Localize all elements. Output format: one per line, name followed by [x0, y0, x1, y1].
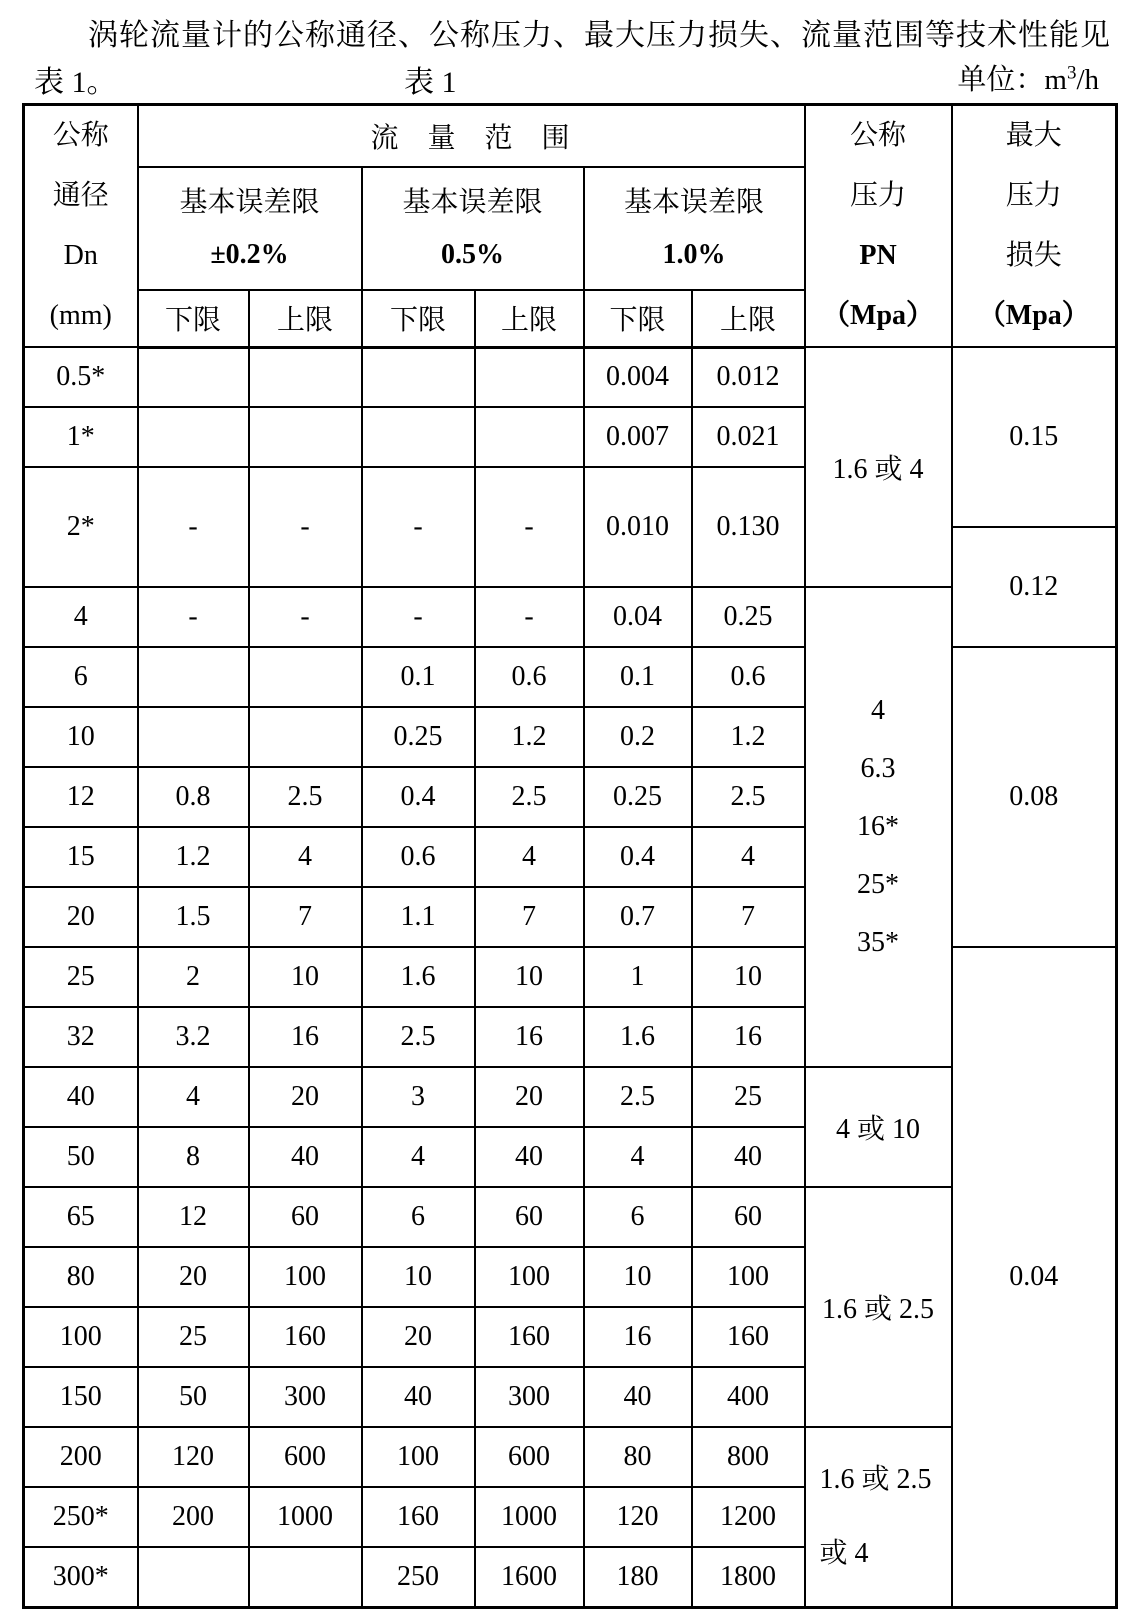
- value-cell: 7: [692, 887, 805, 947]
- pn-line: 25*: [857, 869, 900, 900]
- value-cell: 160: [475, 1307, 584, 1367]
- value-cell: 1200: [692, 1487, 805, 1547]
- value-cell: [138, 1547, 249, 1607]
- value-cell: 100: [475, 1247, 584, 1307]
- table-header-row: [24, 105, 1117, 168]
- value-cell: 40: [249, 1127, 362, 1187]
- value-cell: 0.021: [692, 407, 805, 467]
- value-cell: 800: [692, 1427, 805, 1487]
- value-cell: 4: [475, 827, 584, 887]
- value-cell: 7: [249, 887, 362, 947]
- value-cell: 120: [584, 1487, 692, 1547]
- table-caption: 表 1: [404, 66, 457, 99]
- value-cell: 1000: [475, 1487, 584, 1547]
- value-cell: 16: [249, 1007, 362, 1067]
- dn-cell: 20: [24, 887, 138, 947]
- dn-cell: 12: [24, 767, 138, 827]
- dn-cell: 150: [24, 1367, 138, 1427]
- value-cell: 0.6: [362, 827, 475, 887]
- unit-base: m: [1044, 64, 1067, 96]
- dn-cell: 200: [24, 1427, 138, 1487]
- dn-cell: 32: [24, 1007, 138, 1067]
- pn-cell: 1.6 或 4: [805, 347, 952, 587]
- value-cell: 2.5: [584, 1067, 692, 1127]
- dn-cell: 0.5*: [24, 347, 138, 407]
- value-cell: [138, 647, 249, 707]
- error-limit-group-header: [584, 167, 805, 290]
- value-cell: 4: [362, 1127, 475, 1187]
- value-cell: 1.1: [362, 887, 475, 947]
- value-cell: 400: [692, 1367, 805, 1427]
- value-cell: 0.8: [138, 767, 249, 827]
- unit-label: [957, 57, 1099, 98]
- value-cell: -: [249, 587, 362, 647]
- value-cell: 0.25: [692, 587, 805, 647]
- dn-cell: 40: [24, 1067, 138, 1127]
- value-cell: 40: [584, 1367, 692, 1427]
- value-cell: [249, 707, 362, 767]
- value-cell: 160: [692, 1307, 805, 1367]
- value-cell: 4: [138, 1067, 249, 1127]
- value-cell: 16: [475, 1007, 584, 1067]
- value-cell: -: [362, 467, 475, 587]
- value-cell: 1.2: [692, 707, 805, 767]
- value-cell: 0.1: [584, 647, 692, 707]
- value-cell: 600: [249, 1427, 362, 1487]
- value-cell: [138, 347, 249, 407]
- error-limit-group-header: [362, 167, 584, 290]
- value-cell: 4: [249, 827, 362, 887]
- value-cell: [138, 407, 249, 467]
- dn-cell: 6: [24, 647, 138, 707]
- error-limit-title: 基本误差限: [402, 186, 543, 218]
- value-cell: 10: [249, 947, 362, 1007]
- value-cell: 10: [692, 947, 805, 1007]
- pn-line: 16*: [857, 811, 900, 842]
- value-cell: 1800: [692, 1547, 805, 1607]
- value-cell: [249, 407, 362, 467]
- table-row: [24, 647, 1117, 707]
- pn-line: 4: [871, 695, 886, 726]
- value-cell: 25: [692, 1067, 805, 1127]
- value-cell: 60: [249, 1187, 362, 1247]
- value-cell: 20: [475, 1067, 584, 1127]
- value-cell: 40: [692, 1127, 805, 1187]
- value-cell: 0.1: [362, 647, 475, 707]
- error-limit-title: 基本误差限: [179, 186, 320, 218]
- value-cell: 1.2: [138, 827, 249, 887]
- dn-cell: 15: [24, 827, 138, 887]
- value-cell: 100: [362, 1427, 475, 1487]
- value-cell: -: [138, 467, 249, 587]
- value-cell: 1.6: [584, 1007, 692, 1067]
- value-cell: [249, 347, 362, 407]
- value-cell: [475, 407, 584, 467]
- value-cell: [138, 707, 249, 767]
- unit-prefix: 单位：: [957, 64, 1045, 96]
- error-limit-value: 1.0%: [662, 238, 726, 270]
- value-cell: 180: [584, 1547, 692, 1607]
- dn-cell: 80: [24, 1247, 138, 1307]
- value-cell: [249, 1547, 362, 1607]
- dn-column-header: [24, 105, 138, 348]
- error-limit-title: 基本误差限: [624, 186, 765, 218]
- table-header: [24, 105, 1117, 348]
- dn-cell: 2*: [24, 467, 138, 587]
- value-cell: [362, 347, 475, 407]
- value-cell: [475, 347, 584, 407]
- value-cell: 4: [584, 1127, 692, 1187]
- unit-suffix: /h: [1076, 64, 1099, 96]
- pn-line: 1.6 或 2.5: [819, 1463, 932, 1495]
- table-body: [24, 347, 1117, 1607]
- value-cell: [362, 407, 475, 467]
- error-limit-group-header: [138, 167, 362, 290]
- dn-cell: 300*: [24, 1547, 138, 1607]
- value-cell: 10: [584, 1247, 692, 1307]
- value-cell: 0.012: [692, 347, 805, 407]
- value-cell: 2.5: [475, 767, 584, 827]
- maxloss-header-line: 压力: [1005, 180, 1062, 211]
- maxloss-column-header: [952, 105, 1117, 348]
- pn-header-line: 公称: [850, 120, 907, 151]
- value-cell: 300: [249, 1367, 362, 1427]
- value-cell: 25: [138, 1307, 249, 1367]
- pn-header-line: PN: [859, 240, 897, 271]
- value-cell: 10: [475, 947, 584, 1007]
- value-cell: 12: [138, 1187, 249, 1247]
- maxloss-cell: 0.15: [952, 347, 1117, 527]
- dn-cell: 1*: [24, 407, 138, 467]
- value-cell: 2.5: [362, 1007, 475, 1067]
- value-cell: 0.7: [584, 887, 692, 947]
- value-cell: 60: [475, 1187, 584, 1247]
- maxloss-header-line: 损失: [1005, 240, 1062, 271]
- dn-cell: 65: [24, 1187, 138, 1247]
- value-cell: 1600: [475, 1547, 584, 1607]
- pn-line: 35*: [857, 927, 900, 958]
- value-cell: 20: [249, 1067, 362, 1127]
- limit-upper-header: 上限: [692, 290, 805, 347]
- limit-upper-header: 上限: [249, 290, 362, 347]
- dn-header-line: (mm): [49, 300, 112, 331]
- pn-header-line: 压力: [850, 180, 907, 211]
- value-cell: 1.2: [475, 707, 584, 767]
- intro-paragraph: 涡轮流量计的公称通径、公称压力、最大压力损失、流量范围等技术性能见: [88, 19, 1111, 52]
- value-cell: 250: [362, 1547, 475, 1607]
- limit-lower-header: 下限: [584, 290, 692, 347]
- value-cell: 3: [362, 1067, 475, 1127]
- intro-table-ref: 表 1。: [34, 66, 117, 99]
- unit-superscript: 3: [1066, 62, 1077, 84]
- value-cell: 0.04: [584, 587, 692, 647]
- limit-upper-header: 上限: [475, 290, 584, 347]
- table-row: [24, 947, 1117, 1007]
- maxloss-cell: 0.04: [952, 947, 1117, 1607]
- value-cell: -: [249, 467, 362, 587]
- limit-lower-header: 下限: [138, 290, 249, 347]
- value-cell: 80: [584, 1427, 692, 1487]
- value-cell: 300: [475, 1367, 584, 1427]
- value-cell: 60: [692, 1187, 805, 1247]
- value-cell: 2.5: [692, 767, 805, 827]
- dn-header-line: 通径: [52, 180, 109, 211]
- dn-cell: 4: [24, 587, 138, 647]
- value-cell: 0.6: [475, 647, 584, 707]
- value-cell: 1.5: [138, 887, 249, 947]
- error-limit-value: ±0.2%: [210, 238, 289, 270]
- value-cell: 6: [584, 1187, 692, 1247]
- value-cell: 7: [475, 887, 584, 947]
- value-cell: 0.25: [362, 707, 475, 767]
- value-cell: 600: [475, 1427, 584, 1487]
- value-cell: 0.6: [692, 647, 805, 707]
- value-cell: 0.010: [584, 467, 692, 587]
- error-limit-value: 0.5%: [441, 238, 504, 270]
- pn-cell: [805, 1427, 952, 1607]
- value-cell: 0.4: [362, 767, 475, 827]
- table-row: [24, 347, 1117, 407]
- value-cell: 0.130: [692, 467, 805, 587]
- pn-column-header: [805, 105, 952, 348]
- value-cell: 3.2: [138, 1007, 249, 1067]
- value-cell: 6: [362, 1187, 475, 1247]
- dn-header-line: Dn: [63, 240, 98, 271]
- value-cell: 20: [138, 1247, 249, 1307]
- value-cell: 16: [692, 1007, 805, 1067]
- dn-cell: 10: [24, 707, 138, 767]
- maxloss-cell: 0.12: [952, 527, 1117, 647]
- value-cell: 160: [362, 1487, 475, 1547]
- dn-header-line: 公称: [52, 120, 109, 151]
- value-cell: -: [475, 587, 584, 647]
- flowmeter-spec-table: [22, 103, 1118, 1609]
- limit-lower-header: 下限: [362, 290, 475, 347]
- maxloss-cell: 0.08: [952, 647, 1117, 947]
- value-cell: 0.004: [584, 347, 692, 407]
- value-cell: 100: [692, 1247, 805, 1307]
- pn-cell: 1.6 或 2.5: [805, 1187, 952, 1427]
- dn-cell: 50: [24, 1127, 138, 1187]
- value-cell: 2.5: [249, 767, 362, 827]
- value-cell: 2: [138, 947, 249, 1007]
- value-cell: 100: [249, 1247, 362, 1307]
- value-cell: 1.6: [362, 947, 475, 1007]
- value-cell: 50: [138, 1367, 249, 1427]
- pn-header-line: （Mpa）: [822, 300, 935, 331]
- maxloss-header-line: （Mpa）: [977, 300, 1090, 331]
- maxloss-header-line: 最大: [1005, 120, 1062, 151]
- dn-cell: 100: [24, 1307, 138, 1367]
- value-cell: 0.007: [584, 407, 692, 467]
- value-cell: 20: [362, 1307, 475, 1367]
- value-cell: 4: [692, 827, 805, 887]
- dn-cell: 25: [24, 947, 138, 1007]
- value-cell: -: [362, 587, 475, 647]
- value-cell: 40: [475, 1127, 584, 1187]
- value-cell: 1000: [249, 1487, 362, 1547]
- value-cell: 0.25: [584, 767, 692, 827]
- value-cell: 10: [362, 1247, 475, 1307]
- value-cell: [249, 647, 362, 707]
- flow-range-header: 流 量 范 围: [138, 105, 805, 168]
- value-cell: -: [138, 587, 249, 647]
- pn-cell: 4 或 10: [805, 1067, 952, 1187]
- value-cell: 40: [362, 1367, 475, 1427]
- value-cell: 1: [584, 947, 692, 1007]
- value-cell: 0.2: [584, 707, 692, 767]
- value-cell: 160: [249, 1307, 362, 1367]
- value-cell: 16: [584, 1307, 692, 1367]
- value-cell: 200: [138, 1487, 249, 1547]
- pn-line: 6.3: [860, 753, 896, 784]
- value-cell: 8: [138, 1127, 249, 1187]
- dn-cell: 250*: [24, 1487, 138, 1547]
- value-cell: 120: [138, 1427, 249, 1487]
- value-cell: 0.4: [584, 827, 692, 887]
- pn-cell: [805, 587, 952, 1067]
- value-cell: -: [475, 467, 584, 587]
- pn-line: 或 4: [819, 1537, 869, 1569]
